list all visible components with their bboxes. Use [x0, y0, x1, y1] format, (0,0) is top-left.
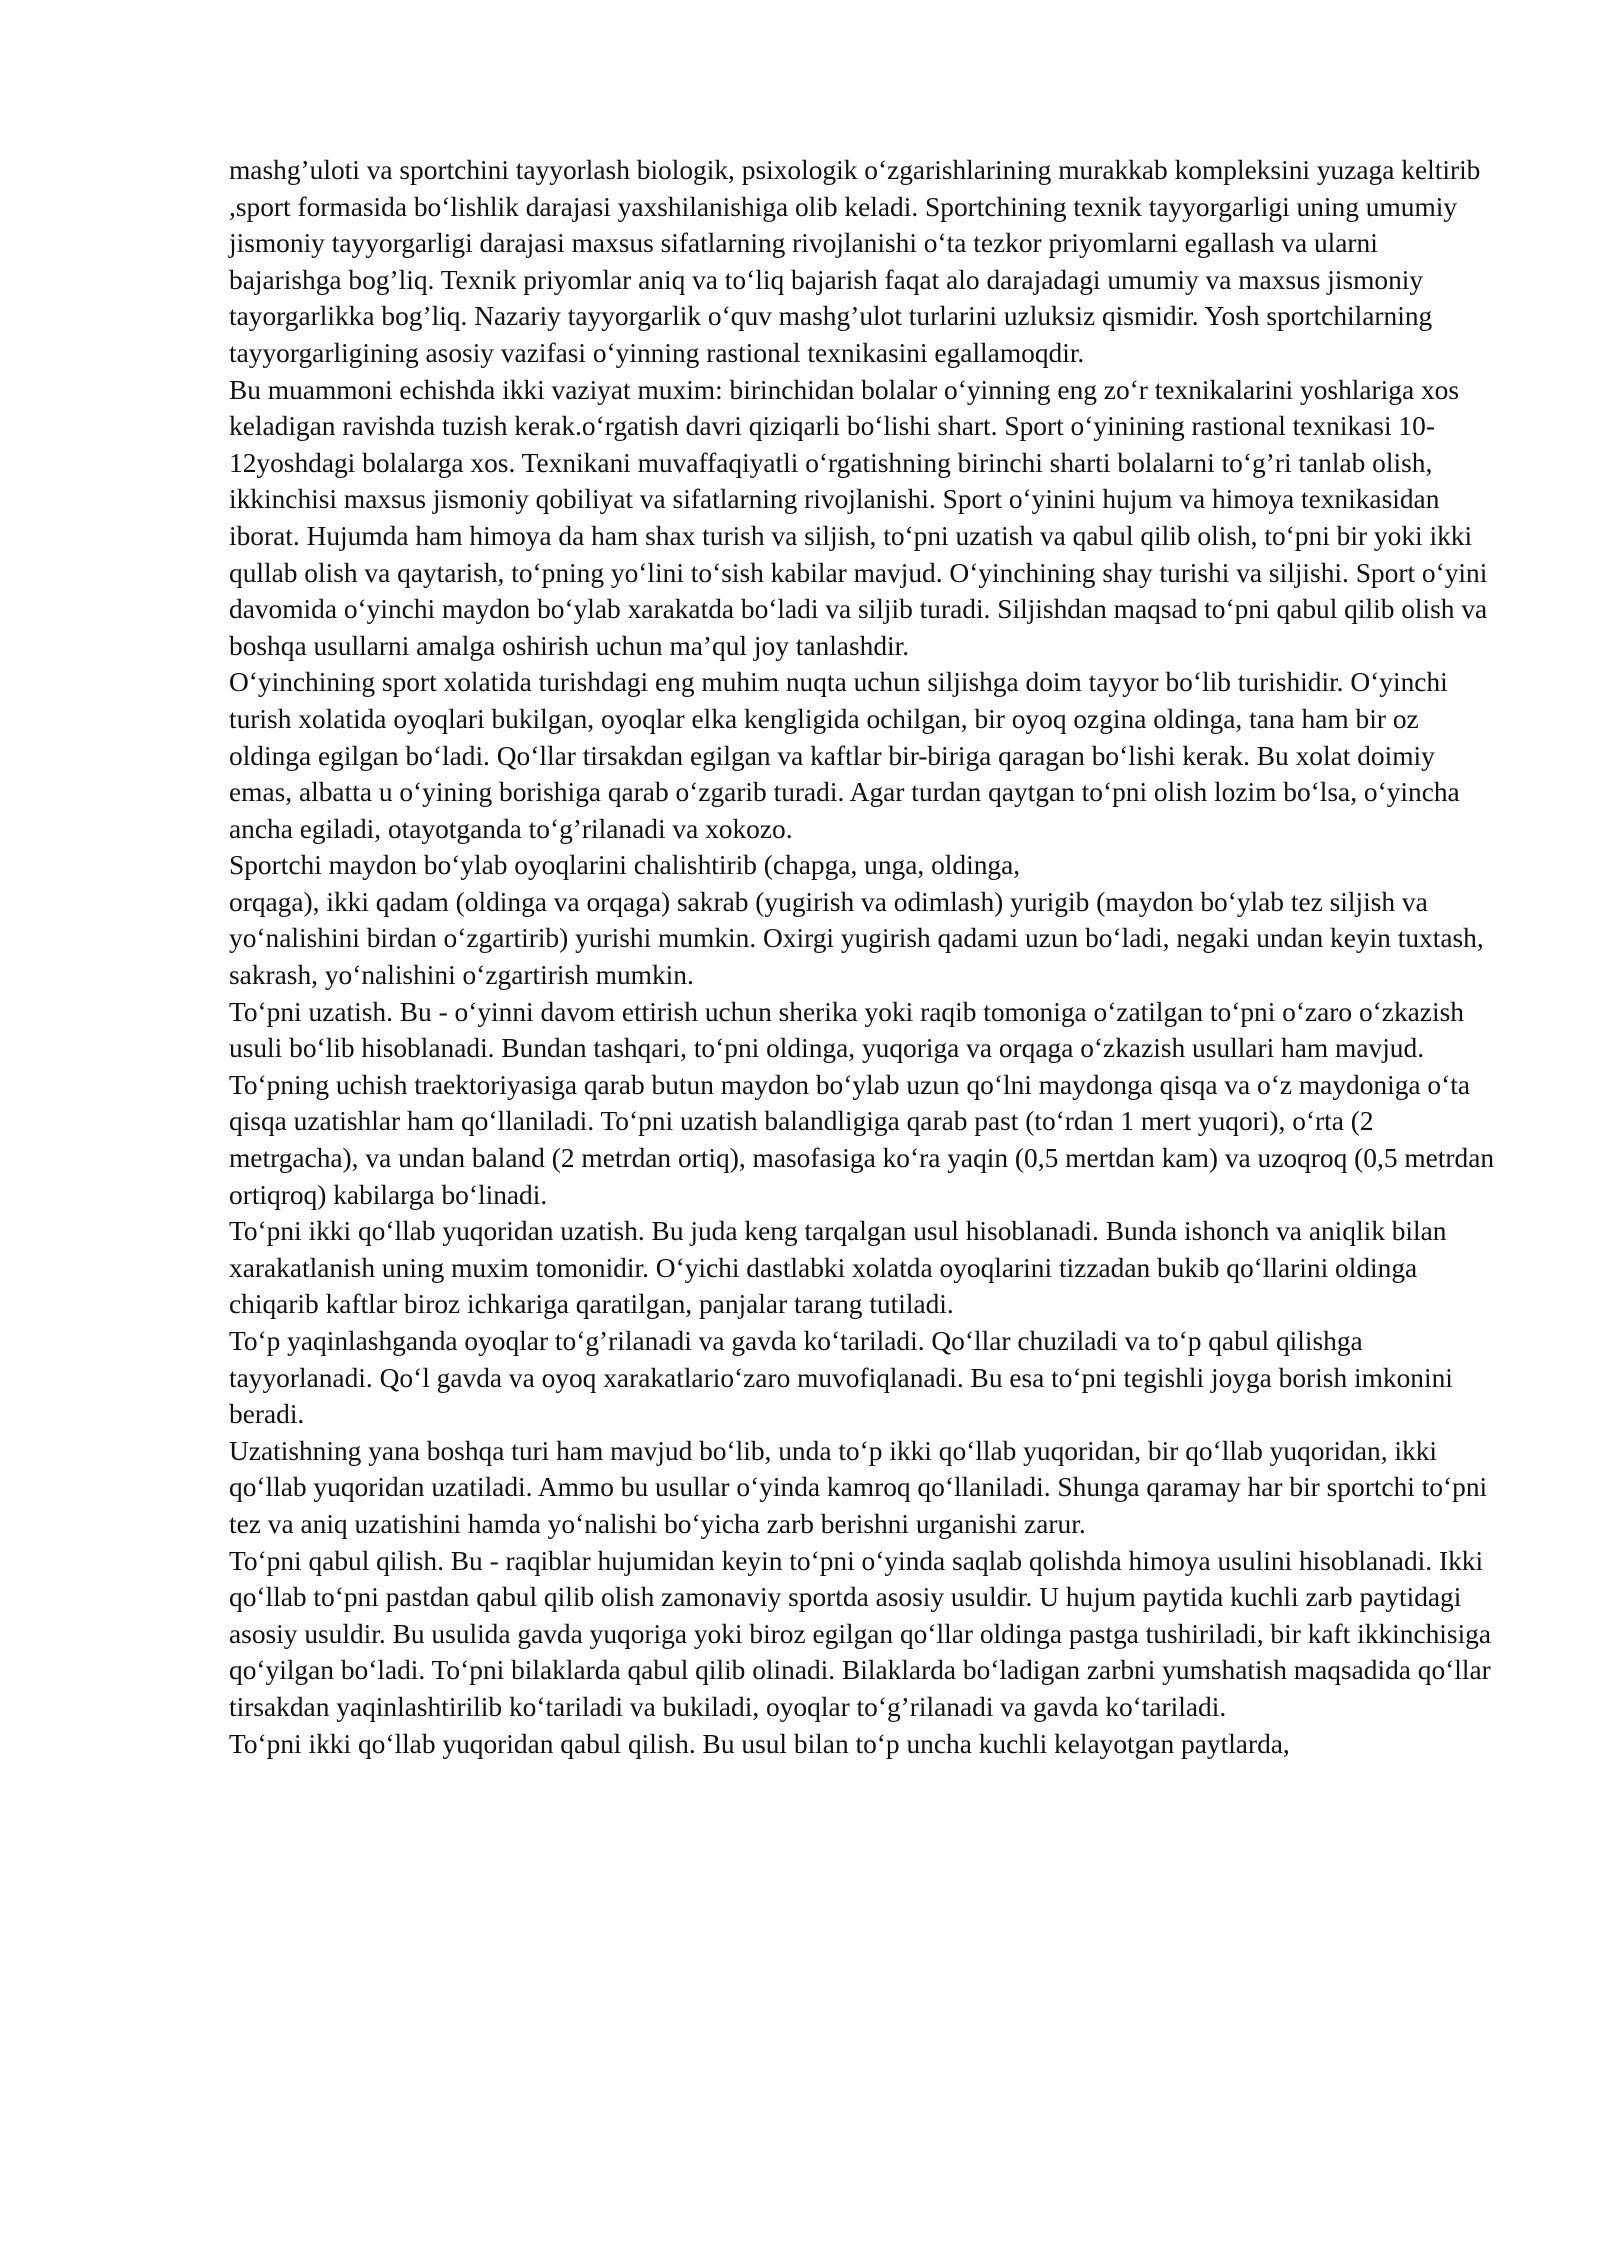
- paragraph: To‘pning uchish traektoriyasiga qarab butun maydon bo‘ylab uzun qo‘lni maydonga qisqa va o‘z maydoniga o‘ta qisqa uzatishlar ham qo‘llaniladi. To‘pni uzatish balandligiga qarab past (to‘rdan 1 mert yuqori), o‘rta (2 metrgacha), va undan baland (2 metrdan ortiq), masofasiga ko‘ra yaqin (0,5 mertdan kam) va uzoqroq (0,5 metrdan ortiqroq) kabilarga bo‘linadi.: [229, 1069, 1495, 1210]
- paragraph: To‘pni qabul qilish. Bu - raqiblar hujumidan keyin to‘pni o‘yinda saqlab qolishda himoya usulini hisoblanadi. Ikki qo‘llab to‘pni pastdan qabul qilib olish zamonaviy sportda asosiy usuldir. U hujum paytida kuchli zarb paytidagi asosiy usuldir. Bu usulida gavda yuqoriga yoki biroz egilgan qo‘llar oldinga pastga tushiriladi, bir kaft ikkinchisiga qo‘yilgan bo‘ladi. To‘pni bilaklarda qabul qilib olinadi. Bilaklarda bo‘ladigan zarbni yumshatish maqsadida qo‘llar tirsakdan yaqinlashtirilib ko‘tariladi va bukiladi, oyoqlar to‘g’rilanadi va gavda ko‘tariladi.: [229, 1545, 1492, 1722]
- paragraph: Sportchi maydon bo‘ylab oyoqlarini chalishtirib (chapga, unga, oldinga,: [229, 850, 1021, 881]
- paragraph: Bu muammoni echishda ikki vaziyat muxim: birinchidan bolalar o‘yinning eng zo‘r texnikalarini yoshlariga xos keladigan ravishda tuzish kerak.o‘rgatish davri qiziqarli bo‘lishi shart. Sport o‘yinining rastional texnikasi 10- 12yoshdagi bolalarga xos. Texnikani muvaffaqiyatli o‘rgatishning birinchi sharti bolalarni to‘g’ri tanlab olish, ikkinchisi maxsus jismoniy qobiliyat va sifatlarning rivojlanishi. Sport o‘yinini hujum va himoya texnikasidan iborat. Hujumda ham himoya da ham shax turish va siljish, to‘pni uzatish va qabul qilib olish, to‘pni bir yoki ikki qullab olish va qaytarish, to‘pning yo‘lini to‘sish kabilar mavjud. O‘yinchining shay turishi va siljishi. Sport o‘yini davomida o‘yinchi maydon bo‘ylab xarakatda bo‘ladi va siljib turadi. Siljishdan maqsad to‘pni qabul qilib olish va boshqa usullarni amalga oshirish uchun ma’qul joy tanlashdir.: [229, 374, 1488, 661]
- document-body: [229, 152, 1495, 1762]
- paragraph: O‘yinchining sport xolatida turishdagi eng muhim nuqta uchun siljishga doim tayyor bo‘lib turishidir. O‘yinchi turish xolatida oyoqlari bukilgan, oyoqlar elka kengligida ochilgan, bir oyoq ozgina oldinga, tana ham bir oz oldinga egilgan bo‘ladi. Qo‘llar tirsakdan egilgan va kaftlar bir-biriga qaragan bo‘lishi kerak. Bu xolat doimiy emas, albatta u o‘yining borishiga qarab o‘zgarib turadi. Agar turdan qaytgan to‘pni olish lozim bo‘lsa, o‘yincha ancha egiladi, otayotganda to‘g’rilanadi va xokozo.: [229, 667, 1460, 844]
- paragraph: To‘p yaqinlashganda oyoqlar to‘g’rilanadi va gavda ko‘tariladi. Qo‘llar chuziladi va to‘p qabul qilishga tayyorlanadi. Qo‘l gavda va oyoq xarakatlario‘zaro muvofiqlanadi. Bu esa to‘pni tegishli joyga borish imkonini beradi.: [229, 1326, 1453, 1430]
- paragraph: mashg’uloti va sportchini tayyorlash biologik, psixologik o‘zgarishlarining murakkab kompleksini yuzaga keltirib ,sport formasida bo‘lishlik darajasi yaxshilanishiga olib keladi. Sportchining texnik tayyorgarligi uning umumiy jismoniy tayyorgarligi darajasi maxsus sifatlarning rivojlanishi o‘ta tezkor priyomlarni egallash va ularni bajarishga bog’liq. Texnik priyomlar aniq va to‘liq bajarish faqat alo darajadagi umumiy va maxsus jismoniy tayorgarlikka bog’liq. Nazariy tayyorgarlik o‘quv mashg’ulot turlarini uzluksiz qismidir. Yosh sportchilarning tayyorgarligining asosiy vazifasi o‘yinning rastional texnikasini egallamoqdir.: [229, 155, 1481, 368]
- paragraph: To‘pni ikki qo‘llab yuqoridan uzatish. Bu juda keng tarqalgan usul hisoblanadi. Bunda ishonch va aniqlik bilan xarakatlanish uning muxim tomonidir. O‘yichi dastlabki xolatda oyoqlarini tizzadan bukib qo‘llarini oldinga chiqarib kaftlar biroz ichkariga qaratilgan, panjalar tarang tutiladi.: [229, 1216, 1447, 1320]
- paragraph: To‘pni ikki qo‘llab yuqoridan qabul qilish. Bu usul bilan to‘p uncha kuchli kelayotgan paytlarda,: [229, 1728, 1290, 1759]
- paragraph: orqaga), ikki qadam (oldinga va orqaga) sakrab (yugirish va odimlash) yurigib (maydon bo‘ylab tez siljish va yo‘nalishini birdan o‘zgartirib) yurishi mumkin. Oxirgi yugirish qadami uzun bo‘ladi, negaki undan keyin tuxtash, sakrash, yo‘nalishini o‘zgartirish mumkin.: [229, 886, 1484, 991]
- paragraph: To‘pni uzatish. Bu - o‘yinni davom ettirish uchun sherika yoki raqib tomoniga o‘zatilgan to‘pni o‘zaro o‘zkazish usuli bo‘lib hisoblanadi. Bundan tashqari, to‘pni oldinga, yuqoriga va orqaga o‘zkazish usullari ham mavjud.: [229, 996, 1464, 1064]
- paragraph: Uzatishning yana boshqa turi ham mavjud bo‘lib, unda to‘p ikki qo‘llab yuqoridan, bir qo‘llab yuqoridan, ikki qo‘llab yuqoridan uzatiladi. Ammo bu usullar o‘yinda kamroq qo‘llaniladi. Shunga qaramay har bir sportchi to‘pni tez va aniq uzatishini hamda yo‘nalishi bo‘yicha zarb berishni urganishi zarur.: [229, 1435, 1488, 1539]
